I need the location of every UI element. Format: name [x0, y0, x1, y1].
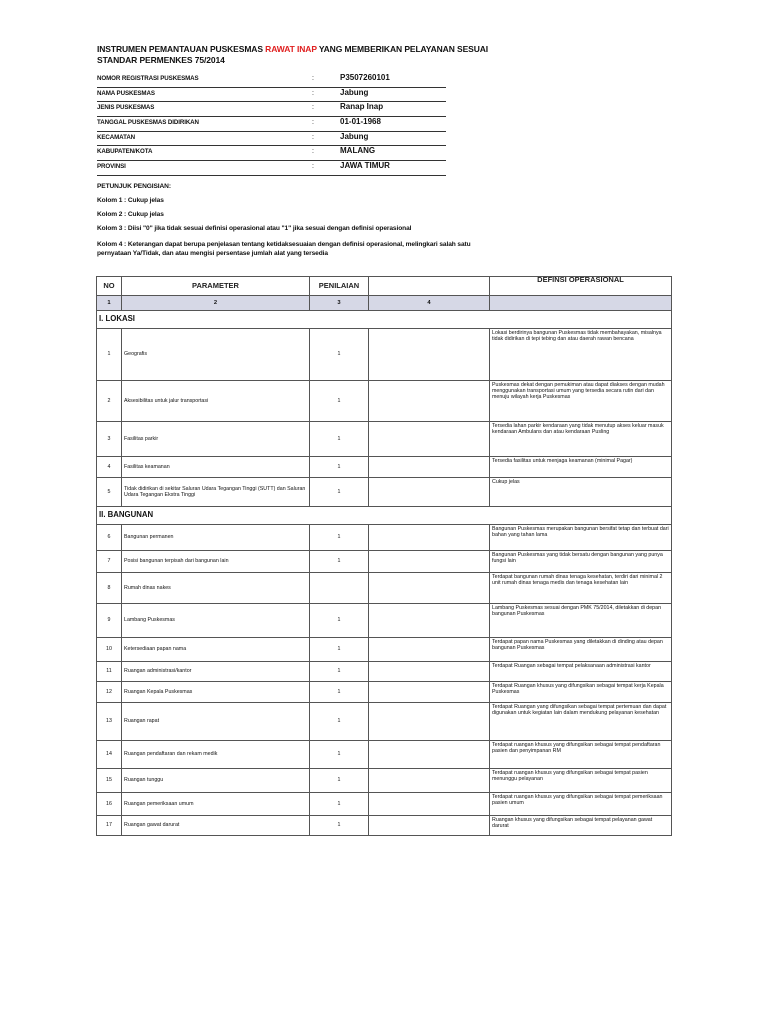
- cell-keterangan[interactable]: [369, 381, 490, 422]
- monitoring-table: [96, 276, 672, 836]
- cell-definisi: Lambang Puskesmas sesuai dengan PMK 75/2014, diletakkan di depan bangunan Puskesmas: [490, 604, 672, 638]
- cell-definisi: Puskesmas dekat dengan pemukiman atau dapat diakses dengan mudah menggunakan transportasi umum yang tersedia secara rutin dari dan menuju wilayah kerja Puskesmas: [490, 381, 672, 422]
- table-row: [97, 551, 672, 573]
- identity-label: NAMA PUSKESMAS: [97, 89, 155, 97]
- cell-penilaian[interactable]: 1: [310, 329, 369, 381]
- cell-keterangan[interactable]: [369, 551, 490, 573]
- cell-definisi: Tersedia fasilitas untuk menjaga keamanan (minimal Pagar): [490, 457, 672, 478]
- table-row: [97, 769, 672, 793]
- cell-penilaian[interactable]: 1: [310, 422, 369, 457]
- section-title: I. LOKASI: [97, 311, 672, 329]
- table-row: [97, 422, 672, 457]
- cell-parameter: Ruangan Kepala Puskesmas: [122, 682, 310, 703]
- table-row: [97, 682, 672, 703]
- identity-colon: :: [312, 119, 314, 127]
- cell-penilaian[interactable]: 1: [310, 703, 369, 741]
- cell-keterangan[interactable]: [369, 457, 490, 478]
- identity-label: TANGGAL PUSKESMAS DIDIRIKAN: [97, 119, 199, 127]
- table-row: [97, 662, 672, 682]
- cell-parameter: Rumah dinas nakes: [122, 573, 310, 604]
- identity-label: KECAMATAN: [97, 133, 136, 141]
- cell-no: 8: [97, 573, 122, 604]
- identity-row: [97, 132, 446, 147]
- table-row: [97, 741, 672, 769]
- cell-penilaian[interactable]: 1: [310, 662, 369, 682]
- table-header-row: [97, 277, 672, 296]
- identity-label: JENIS PUSKESMAS: [97, 104, 155, 112]
- identity-row: [97, 73, 446, 88]
- table-row: [97, 638, 672, 662]
- cell-keterangan[interactable]: [369, 573, 490, 604]
- cell-keterangan[interactable]: [369, 662, 490, 682]
- cell-keterangan[interactable]: [369, 422, 490, 457]
- section-row: [97, 311, 672, 329]
- cell-no: 3: [97, 422, 122, 457]
- cell-no: 1: [97, 329, 122, 381]
- identity-value: JAWA TIMUR: [340, 161, 390, 171]
- cell-penilaian[interactable]: 1: [310, 638, 369, 662]
- table-row: [97, 329, 672, 381]
- cell-parameter: Ruangan administrasi/kantor: [122, 662, 310, 682]
- cell-penilaian[interactable]: 1: [310, 381, 369, 422]
- cell-parameter: Ruangan gawat darurat: [122, 816, 310, 836]
- cell-keterangan[interactable]: [369, 329, 490, 381]
- table-row: [97, 573, 672, 604]
- table-row: [97, 816, 672, 836]
- identity-label: PROVINSI: [97, 163, 126, 171]
- column-number-4: 4: [369, 296, 490, 311]
- identity-value: P3507260101: [340, 73, 390, 82]
- title-text-b: YANG MEMBERIKAN PELAYANAN SESUAI: [316, 44, 489, 54]
- cell-definisi: Bangunan Puskesmas merupakan bangunan bersifat tetap dan terbuat dari bahan yang tahan lama: [490, 525, 672, 551]
- cell-definisi: Terdapat ruangan khusus yang difungsikan sebagai tempat pendaftaran pasien dan penyimpanan RM: [490, 741, 672, 769]
- cell-parameter: Ruangan pemeriksaan umum: [122, 793, 310, 816]
- identity-label: KABUPATEN/KOTA: [97, 148, 153, 156]
- cell-definisi: Terdapat Ruangan khusus yang difungsikan sebagai tempat kerja Kepala Puskesmas: [490, 682, 672, 703]
- cell-parameter: Ketersediaan papan nama: [122, 638, 310, 662]
- cell-keterangan[interactable]: [369, 525, 490, 551]
- cell-parameter: Lambang Puskesmas: [122, 604, 310, 638]
- identity-colon: :: [312, 148, 314, 156]
- cell-no: 15: [97, 769, 122, 793]
- cell-definisi: Tersedia lahan parkir kendaraan yang tidak menutup akses keluar masuk kendaraan Ambulans dan atau kendaraan Pusling: [490, 422, 672, 457]
- identity-colon: :: [312, 89, 314, 97]
- cell-no: 14: [97, 741, 122, 769]
- identity-value: MALANG: [340, 146, 376, 156]
- guide-kolom-2: Kolom 2 : Cukup jelas: [97, 211, 164, 218]
- cell-definisi: Lokasi berdirinya bangunan Puskesmas tidak membahayakan, misalnya tidak didirikan di tepi tebing dan atau daerah rawan bencana: [490, 329, 672, 381]
- cell-parameter: Tidak didirikan di sekitar Saluran Udara Tegangan Tinggi (SUTT) dan Saluran Udara Tegangan Ekstra Tinggi: [122, 478, 310, 507]
- header-definisi: DEFINSI OPERASIONAL: [490, 277, 672, 296]
- identity-value: 01-01-1968: [340, 117, 381, 127]
- section-row: [97, 507, 672, 525]
- identity-colon: :: [312, 104, 314, 112]
- identity-colon: :: [312, 75, 314, 82]
- identity-value: Jabung: [340, 131, 369, 141]
- table-row: [97, 478, 672, 507]
- cell-parameter: Ruangan rapat: [122, 703, 310, 741]
- cell-parameter: Ruangan pendaftaran dan rekam medik: [122, 741, 310, 769]
- title-line-2: STANDAR PERMENKES 75/2014: [97, 55, 225, 65]
- column-number-3: 3: [310, 296, 369, 311]
- cell-keterangan[interactable]: [369, 741, 490, 769]
- cell-no: 11: [97, 662, 122, 682]
- cell-keterangan[interactable]: [369, 638, 490, 662]
- cell-penilaian[interactable]: 1: [310, 478, 369, 507]
- cell-definisi: Terdapat ruangan khusus yang difungsikan sebagai tempat pasien menunggu pelayanan: [490, 769, 672, 793]
- cell-penilaian[interactable]: 1: [310, 816, 369, 836]
- cell-definisi: Bangunan Puskesmas yang tidak bersatu dengan bangunan yang punya fungsi lain: [490, 551, 672, 573]
- cell-no: 10: [97, 638, 122, 662]
- cell-penilaian[interactable]: 1: [310, 457, 369, 478]
- cell-keterangan[interactable]: [369, 769, 490, 793]
- header-no: NO: [97, 277, 122, 296]
- cell-no: 6: [97, 525, 122, 551]
- cell-penilaian[interactable]: 1: [310, 741, 369, 769]
- cell-keterangan[interactable]: [369, 703, 490, 741]
- cell-keterangan[interactable]: [369, 816, 490, 836]
- cell-parameter: Fasilitas parkir: [122, 422, 310, 457]
- cell-no: 4: [97, 457, 122, 478]
- cell-no: 9: [97, 604, 122, 638]
- cell-keterangan[interactable]: [369, 604, 490, 638]
- identity-row: [97, 146, 446, 161]
- guide-kolom-1: Kolom 1 : Cukup jelas: [97, 197, 164, 204]
- cell-parameter: Posisi bangunan terpisah dari bangunan lain: [122, 551, 310, 573]
- cell-definisi: Terdapat papan nama Puskesmas yang diletakkan di dinding atau depan bangunan Puskesmas: [490, 638, 672, 662]
- identity-colon: :: [312, 133, 314, 141]
- table-row: [97, 525, 672, 551]
- column-number-2: 2: [122, 296, 310, 311]
- cell-parameter: Aksesibilitas untuk jalur transportasi: [122, 381, 310, 422]
- identity-row: [97, 161, 446, 176]
- title-line-1: [97, 44, 657, 55]
- cell-parameter: Ruangan tunggu: [122, 769, 310, 793]
- header-parameter: PARAMETER: [122, 277, 310, 296]
- cell-keterangan[interactable]: [369, 478, 490, 507]
- title-text-highlight: RAWAT INAP: [265, 44, 317, 54]
- cell-penilaian[interactable]: 1: [310, 793, 369, 816]
- cell-penilaian[interactable]: 1: [310, 682, 369, 703]
- identity-row: [97, 88, 446, 103]
- cell-parameter: Bangunan permanen: [122, 525, 310, 551]
- title-text-a: INSTRUMEN PEMANTAUAN PUSKESMAS: [97, 44, 266, 54]
- header-keterangan: [369, 277, 490, 296]
- cell-no: 16: [97, 793, 122, 816]
- cell-no: 5: [97, 478, 122, 507]
- cell-penilaian[interactable]: [310, 573, 369, 604]
- identity-row: [97, 117, 446, 132]
- cell-keterangan[interactable]: [369, 682, 490, 703]
- cell-no: 2: [97, 381, 122, 422]
- cell-penilaian[interactable]: 1: [310, 551, 369, 573]
- cell-penilaian[interactable]: 1: [310, 769, 369, 793]
- cell-no: 7: [97, 551, 122, 573]
- cell-definisi: Terdapat bangunan rumah dinas tenaga kesehatan, terdiri dari minimal 2 unit rumah dinas tenaga medis dan tenaga kesehatan lain: [490, 573, 672, 604]
- identity-block: [97, 73, 446, 176]
- header-penilaian: PENILAIAN: [310, 277, 369, 296]
- table-row: [97, 793, 672, 816]
- table-row: [97, 457, 672, 478]
- cell-definisi: Cukup jelas: [490, 478, 672, 507]
- identity-value: Ranap Inap: [340, 102, 384, 112]
- cell-penilaian[interactable]: 1: [310, 525, 369, 551]
- cell-definisi: Ruangan khusus yang difungsikan sebagai tempat pelayanan gawat darurat: [490, 816, 672, 836]
- identity-row: [97, 102, 446, 117]
- cell-penilaian[interactable]: 1: [310, 604, 369, 638]
- identity-label: NOMOR REGISTRASI PUSKESMAS: [97, 75, 199, 82]
- table-row: [97, 381, 672, 422]
- table-row: [97, 604, 672, 638]
- document-title: [97, 44, 657, 66]
- guide-heading: PETUNJUK PENGISIAN:: [97, 183, 171, 190]
- guide-kolom-4: Kolom 4 : Keterangan dapat berupa penjelasan tentang ketidaksesuaian dengan definisi operasional, melingkari salah satu pernyataan Ya/Tidak, dan atau mengisi persentase jumlah alat yang tersedia: [97, 241, 471, 257]
- identity-colon: :: [312, 163, 314, 171]
- section-title: II. BANGUNAN: [97, 507, 672, 525]
- identity-value: Jabung: [340, 87, 369, 97]
- cell-parameter: Geografis: [122, 329, 310, 381]
- cell-definisi: Terdapat ruangan khusus yang difungsikan sebagai tempat pemeriksaan pasien umum: [490, 793, 672, 816]
- column-number-row: [97, 296, 672, 311]
- cell-no: 17: [97, 816, 122, 836]
- cell-definisi: Terdapat Ruangan sebagai tempat pelaksanaan administrasi kantor: [490, 662, 672, 682]
- guide-kolom-3: Kolom 3 : Diisi "0" jika tidak sesuai definisi operasional atau "1" jika sesuai dengan definisi operasional: [97, 225, 412, 232]
- column-number-1: 1: [97, 296, 122, 311]
- cell-definisi: Terdapat Ruangan yang difungsikan sebagai tempat pertemuan dan dapat digunakan untuk kegiatan lain dalam mendukung pelayanan kesehatan: [490, 703, 672, 741]
- cell-no: 12: [97, 682, 122, 703]
- cell-no: 13: [97, 703, 122, 741]
- cell-keterangan[interactable]: [369, 793, 490, 816]
- table-row: [97, 703, 672, 741]
- column-number-5: [490, 296, 672, 311]
- cell-parameter: Fasilitas keamanan: [122, 457, 310, 478]
